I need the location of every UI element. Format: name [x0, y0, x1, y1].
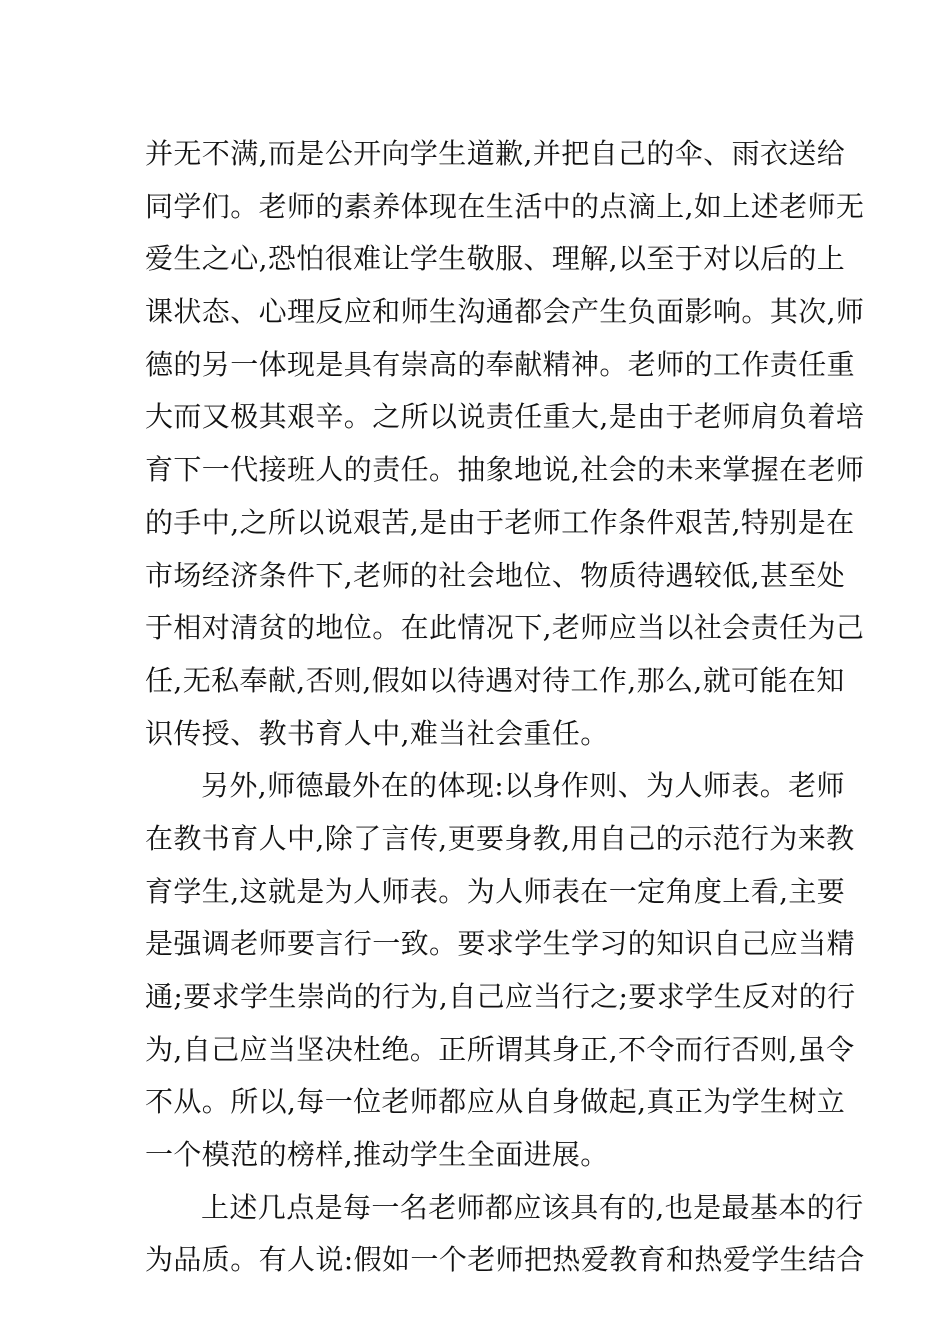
text-line: 为,自己应当坚决杜绝。正所谓其身正,不令而行否则,虽令 — [145, 1032, 855, 1066]
text-line: 识传授、教书育人中,难当社会重任。 — [145, 716, 609, 750]
text-line: 在教书育人中,除了言传,更要身教,用自己的示范行为来教 — [145, 821, 855, 855]
text-line: 的手中,之所以说艰苦,是由于老师工作条件艰苦,特别是在 — [145, 505, 855, 539]
text-line: 德的另一体现是具有崇高的奉献精神。老师的工作责任重 — [145, 347, 856, 381]
text-line: 育下一代接班人的责任。抽象地说,社会的未来掌握在老师 — [145, 453, 865, 487]
text-line: 任,无私奉献,否则,假如以待遇对待工作,那么,就可能在知 — [145, 663, 845, 697]
text-line: 于相对清贫的地位。在此情况下,老师应当以社会责任为己 — [145, 611, 865, 645]
text-line: 通;要求学生崇尚的行为,自己应当行之;要求学生反对的行 — [145, 980, 856, 1013]
text-line: 爱生之心,恐怕很难让学生敬服、理解,以至于对以后的上 — [145, 242, 846, 276]
text-line: 一个模范的榜样,推动学生全面进展。 — [145, 1138, 609, 1172]
paragraph-first-line: 另外,师德最外在的体现:以身作则、为人师表。老师 — [201, 769, 845, 803]
text-line: 并无不满,而是公开向学生道歉,并把自己的伞、雨衣送给 — [145, 137, 846, 170]
text-line: 市场经济条件下,老师的社会地位、物质待遇较低,甚至处 — [145, 558, 846, 592]
text-line: 课状态、心理反应和师生沟通都会产生负面影响。其次,师 — [145, 295, 865, 329]
text-line: 育学生,这就是为人师表。为人师表在一定角度上看,主要 — [145, 874, 846, 908]
paragraph-first-line: 上述几点是每一名老师都应该具有的,也是最基本的行 — [201, 1190, 864, 1224]
text-line: 同学们。老师的素养体现在生活中的点滴上,如上述老师无 — [145, 189, 865, 223]
body-text — [145, 128, 865, 1287]
text-line: 是强调老师要言行一致。要求学生学习的知识自己应当精 — [145, 927, 856, 961]
text-line: 为品质。有人说:假如一个老师把热爱教育和热爱学生结合 — [145, 1243, 865, 1277]
text-line: 大而又极其艰辛。之所以说责任重大,是由于老师肩负着培 — [145, 400, 865, 434]
text-line: 不从。所以,每一位老师都应从自身做起,真正为学生树立 — [145, 1085, 846, 1119]
